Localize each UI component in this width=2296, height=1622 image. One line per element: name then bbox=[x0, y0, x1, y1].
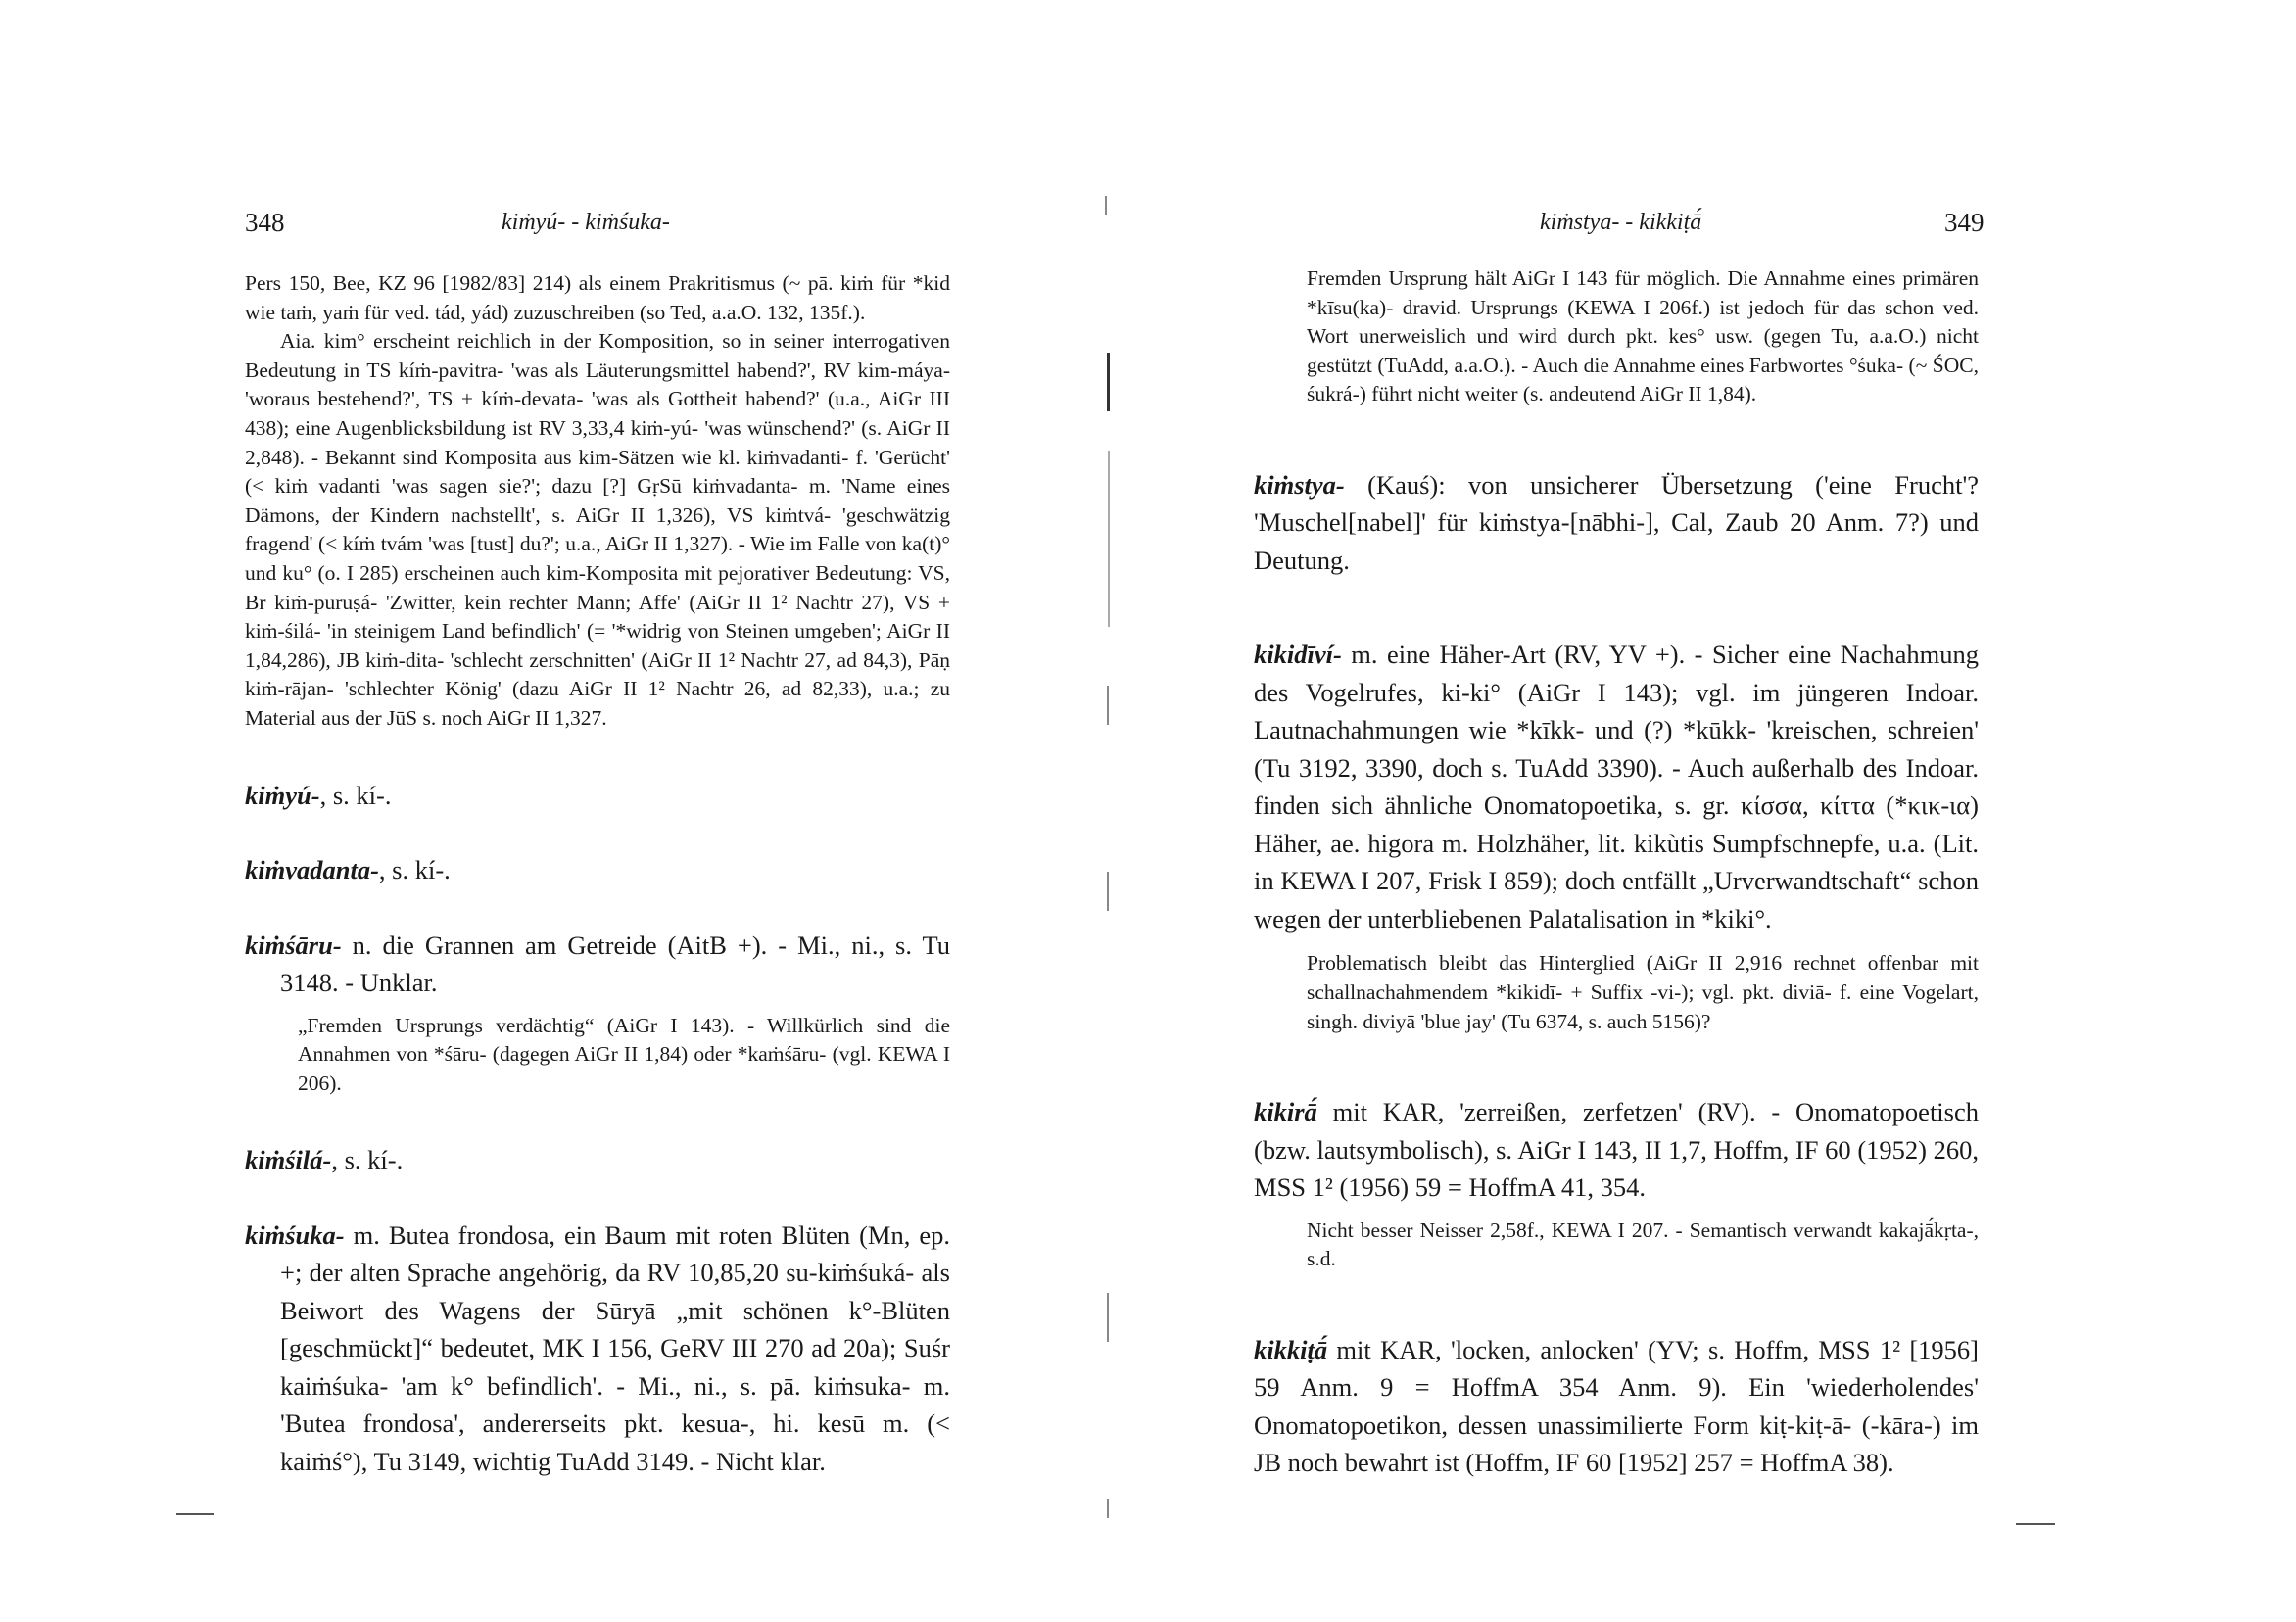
lemma-kimyu: kiṁyú- bbox=[245, 780, 320, 810]
entry-kimyu-text: , s. kí-. bbox=[319, 780, 392, 810]
gutter-mark bbox=[1107, 686, 1109, 725]
entry-kimsaru bbox=[245, 927, 950, 1002]
entry-kikidivi bbox=[1254, 636, 1979, 937]
entry-kikkita-text: mit KAR, 'locken, anlocken' (YV; s. Hoffm, MSS 1² [1956] 59 Anm. 9 = HoffmA 354 Anm. 9). Ein 'wiederholendes' Onomatopoetikon, dessen unassimilierte Form kiṭ-kiṭ-ā- (-kāra-) im JB noch bewahrt ist (Hoffm, IF 60 [1952] 257 = HoffmA 38). bbox=[1254, 1334, 1979, 1478]
entry-kimsuka-text: m. Butea frondosa, ein Baum mit roten Blüten (Mn, ep. +; der alten Sprache angehörig, da RV 10,85,20 su-kiṁśuká- als Beiwort des Wagens der Sūryā „mit schönen k°-Blüten [geschmückt]“ bedeutet, MK I 156, GeRV III 270 ad 20a); Suśr kaiṁśuka- 'am k° befindlich'. - Mi., ni., s. pā. kiṁsuka- m. 'Butea frondosa', andererseits pkt. kesua-, hi. kesū m. (< kaiṁś°), Tu 3149, wichtig TuAdd 3149. - Nicht klar. bbox=[280, 1219, 950, 1476]
paragraph-continuation: Pers 150, Bee, KZ 96 [1982/83] 214) als einem Prakritismus (~ pā. kiṁ für *kid wie taṁ, yaṁ für ved. tád, yád) zuzuschreiben (so Ted, a.a.O. 132, 135f.). bbox=[245, 271, 950, 324]
entry-kimsaru-text: n. die Grannen am Getreide (AitB +). - Mi., ni., s. Tu 3148. - Unklar. bbox=[280, 930, 950, 997]
gutter-mark bbox=[1105, 196, 1107, 215]
gutter-mark bbox=[1107, 1499, 1109, 1518]
right-page-number: 349 bbox=[1944, 208, 1985, 237]
note-kikira: Nicht besser Neisser 2,58f., KEWA I 207. - Semantisch verwandt kakajā́kṛta-, s.d. bbox=[1307, 1217, 1979, 1271]
entry-kimstya-text: (Kauś): von unsicherer Übersetzung ('eine Frucht'? 'Muschel[nabel]' für kiṁstya-[nābhi-], Cal, Zaub 20 Anm. 7?) und Deutung. bbox=[1254, 469, 1979, 575]
gutter-mark bbox=[1107, 353, 1110, 411]
left-column bbox=[245, 269, 950, 1480]
gutter-mark bbox=[1107, 872, 1109, 911]
lemma-kimsuka: kiṁśuka- bbox=[245, 1219, 345, 1250]
gutter-mark bbox=[1107, 1293, 1109, 1342]
lemma-kikira: kikirā́ bbox=[1254, 1097, 1317, 1127]
right-header-title: kiṁstya- - kikkiṭā́ bbox=[1540, 210, 1702, 235]
entry-kimyu bbox=[245, 777, 950, 815]
lemma-kikidivi: kikidīví- bbox=[1254, 640, 1342, 670]
entry-kimsuka bbox=[245, 1216, 950, 1481]
lemma-kimstya: kiṁstya- bbox=[1254, 469, 1345, 500]
edge-rule bbox=[176, 1513, 214, 1515]
paragraph-aia: Aia. kim° erscheint reichlich in der Komposition, so in seiner interrogativen Bedeutung in TS kíṁ-pavitra- 'was als Läuterungsmittel habend?', RV kim-máya- 'woraus bestehend?', TS + kíṁ-devata- 'was als Gottheit habend?' (u.a., AiGr III 438); eine Augenblicksbildung ist RV 3,33,4 kiṁ-yú- 'was wünschend?' (s. AiGr II 2,848). - Bekannt sind Komposita aus kim-Sätzen wie kl. kiṁvadanti- f. 'Gerücht' (< kiṁ vadanti 'was sagen sie?'; dazu [?] GṛSū kiṁvadanta- m. 'Name eines Dämons, der Kindern nachstellt', s. AiGr II 1,326), VS kiṁtvá- 'geschwätzig fragend' (< kíṁ tvám 'was [tust] du?'; u.a., AiGr II 1,327). - Wie im Falle von ka(t)° und ku° (o. I 285) erscheinen auch kim-Komposita mit pejorativer Bedeutung: VS, Br kiṁ-puruṣá- 'Zwitter, kein rechter Mann; Affe' (AiGr II 1² Nachtr 27), VS + kiṁ-śilá- 'in steinigem Land befindlich' (= '*widrig von Steinen umgeben'; AiGr II 1,84,286), JB kiṁ-dita- 'schlecht zerschnitten' (AiGr II 1² Nachtr 27, ad 84,3), Pāṇ kiṁ-rājan- 'schlechter König' (dazu AiGr II 1² Nachtr 26, ad 82,33), u.a.; zu Material aus der JūS s. noch AiGr II 1,327. bbox=[245, 329, 950, 730]
entry-kikira bbox=[1254, 1093, 1979, 1207]
entry-kikkita bbox=[1254, 1331, 1979, 1482]
entry-kimsila-text: , s. kí-. bbox=[331, 1145, 404, 1175]
note-kimsaru: „Fremden Ursprungs verdächtig“ (AiGr I 143). - Willkürlich sind die Annahmen von *śāru- (dagegen AiGr II 1,84) oder *kaṁśāru- (vgl. KEWA I 206). bbox=[298, 1013, 950, 1095]
lemma-kimsaru: kiṁśāru- bbox=[245, 930, 342, 960]
left-page-number: 348 bbox=[245, 208, 285, 237]
right-column bbox=[1254, 264, 1979, 1482]
entry-kimvadanta-text: , s. kí-. bbox=[378, 855, 451, 884]
left-header-title: kiṁyú- - kiṁśuka- bbox=[502, 210, 670, 235]
lemma-kikkita: kikkiṭā́ bbox=[1254, 1334, 1328, 1364]
note-kimsuka-continuation: Fremden Ursprung hält AiGr I 143 für möglich. Die Annahme eines primären *kīsu(ka)- dravid. Ursprungs (KEWA I 206f.) ist jedoch für das schon ved. Wort unerweislich und wird durch pkt. kes° usw. (gegen Tu, a.a.O.) nicht gestützt (TuAdd, a.a.O.). - Auch die Annahme eines Farbwortes °śuka- (~ ŚOC, śukrá-) führt nicht weiter (s. andeutend AiGr II 1,84). bbox=[1307, 266, 1979, 406]
entry-kimsila bbox=[245, 1141, 950, 1179]
edge-rule bbox=[2016, 1523, 2055, 1525]
gutter-mark bbox=[1108, 451, 1110, 627]
note-kikidivi: Problematisch bleibt das Hinterglied (AiGr II 2,916 rechnet offenbar mit schallnachahmendem *kikidī- + Suffix -vi-); vgl. pkt. diviā- f. eine Vogelart, singh. diviyā 'blue jay' (Tu 6374, s. auch 5156)? bbox=[1307, 951, 1979, 1033]
lemma-kimvadanta: kiṁvadanta- bbox=[245, 855, 379, 884]
entry-kikidivi-text: m. eine Häher-Art (RV, YV +). - Sicher eine Nachahmung des Vogelrufes, ki-ki° (AiGr I 143); vgl. im jüngeren Indoar. Lautnachahmungen wie *kīkk- und (?) *kūkk- 'kreischen, schreien' (Tu 3192, 3390, doch s. TuAdd 3390). - Auch außerhalb des Indoar. finden sich ähnliche Onomatopoetika, s. gr. κίσσα, κίττα (*κικ-ια) Häher, ae. higora m. Holzhäher, lit. kikùtis Sumpfschnepfe, u.a. (Lit. in KEWA I 207, Frisk I 859); doch entfällt „Urverwandtschaft“ schon wegen der unterbliebenen Palatalisation in *kiki°. bbox=[1254, 640, 1979, 933]
entry-kikira-text: mit KAR, 'zerreißen, zerfetzen' (RV). - Onomatopoetisch (bzw. lautsymbolisch), s. AiGr I 143, II 1,7, Hoffm, IF 60 (1952) 260, MSS 1² (1956) 59 = HoffmA 41, 354. bbox=[1254, 1097, 1979, 1203]
entry-kimstya bbox=[1254, 466, 1979, 580]
lemma-kimsila: kiṁśilá- bbox=[245, 1145, 332, 1175]
entry-kimvadanta bbox=[245, 851, 950, 889]
